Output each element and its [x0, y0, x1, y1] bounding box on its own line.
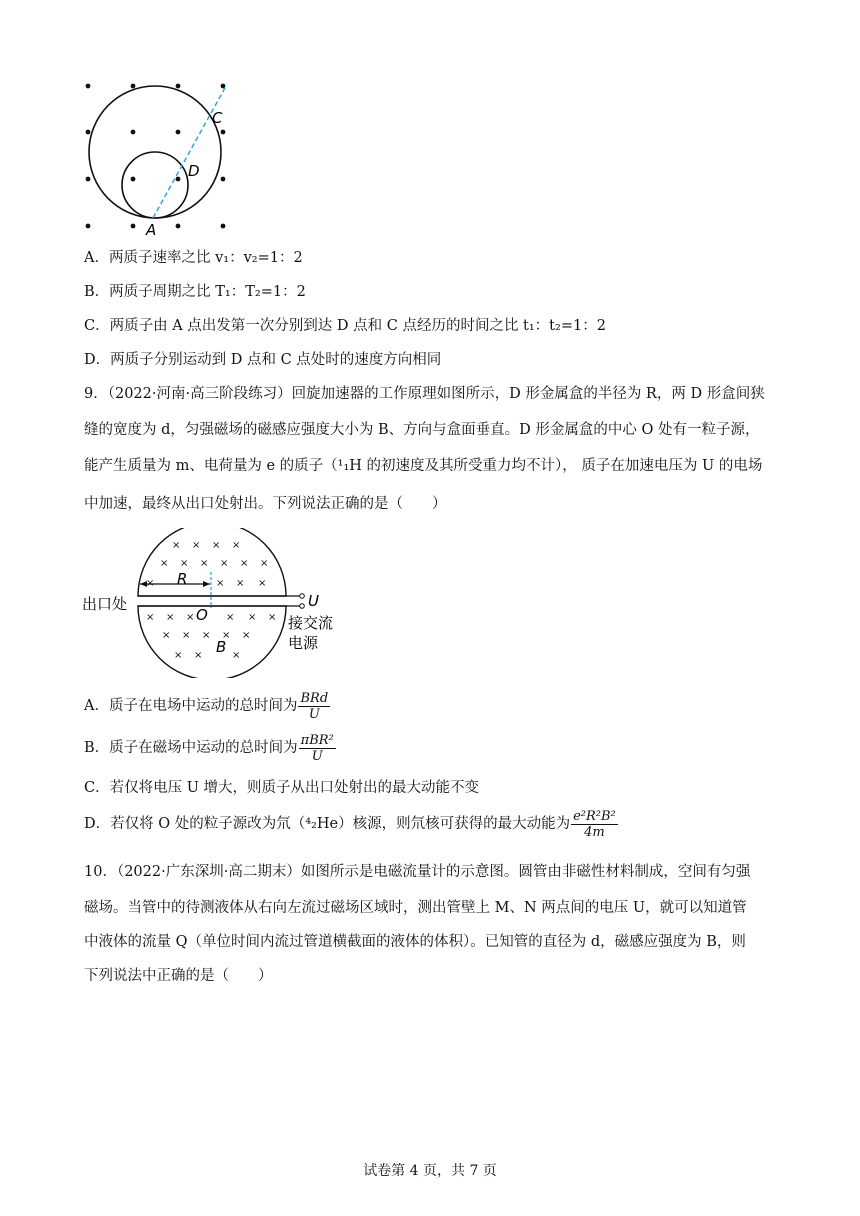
fraction-numerator: e²R²B² — [573, 808, 616, 824]
svg-text:×: × — [226, 612, 235, 623]
svg-text:×: × — [200, 558, 209, 569]
label-C: C — [212, 109, 223, 127]
exit-label: 出口处 — [82, 595, 128, 613]
ac-label-line1: 接交流 — [288, 614, 334, 632]
q9-option-c: C．若仅将电压 U 增大，则质子从出口处射出的最大动能不变 — [84, 780, 480, 796]
q9-stem-line2: 缝的宽度为 d，匀强磁场的磁感应强度大小为 B、方向与盒面垂直。D 形金属盒的中心 O 处有一粒子源， — [84, 422, 760, 438]
svg-text:×: × — [172, 540, 181, 551]
svg-text:×: × — [180, 558, 189, 569]
svg-text:×: × — [236, 578, 245, 589]
svg-text:×: × — [232, 540, 241, 551]
svg-text:×: × — [182, 630, 191, 641]
q9-option-a-fraction — [298, 691, 330, 722]
svg-text:×: × — [192, 540, 201, 551]
q10-stem-line4: 下列说法中正确的是（ ） — [84, 968, 273, 984]
svg-text:×: × — [258, 578, 267, 589]
q9-option-a — [84, 688, 331, 724]
svg-text:×: × — [174, 650, 183, 661]
svg-text:×: × — [220, 558, 229, 569]
q9-option-b-fraction — [299, 733, 336, 764]
q9-option-a-text: A．质子在电场中运动的总时间为 — [84, 698, 298, 714]
ac-label-line2: 电源 — [288, 634, 319, 652]
q9-stem-line3: 能产生质量为 m、电荷量为 e 的质子（¹₁H 的初速度及其所受重力均不计）， 质子在加速电压为 U 的电场 — [84, 458, 763, 474]
fraction-denominator: U — [311, 748, 323, 764]
fraction-denominator: U — [308, 706, 320, 722]
figure-circles — [80, 78, 240, 238]
dashed-chord — [153, 86, 226, 218]
svg-text:×: × — [232, 650, 241, 661]
radius-arrowhead-right — [203, 581, 210, 587]
label-B: B — [216, 638, 227, 656]
label-O: O — [196, 606, 208, 624]
svg-text:×: × — [160, 558, 169, 569]
field-dots — [86, 84, 226, 229]
q9-option-d-fraction — [571, 809, 618, 840]
fraction-denominator: 4m — [584, 824, 605, 840]
field-crosses — [146, 540, 276, 661]
small-circle — [122, 152, 188, 218]
figure-cyclotron — [82, 528, 352, 678]
svg-text:×: × — [146, 578, 155, 589]
q9-option-b-text: B．质子在磁场中运动的总时间为 — [84, 740, 298, 756]
fraction-numerator: πBR² — [300, 732, 334, 748]
q9-stem-line1: 9．（2022·河南·高三阶段练习）回旋加速器的工作原理如图所示，D 形金属盒的半径为 R，两 D 形盒间狭 — [84, 386, 765, 402]
svg-text:×: × — [242, 630, 251, 641]
svg-text:×: × — [194, 650, 203, 661]
label-A: A — [146, 221, 157, 238]
q8-option-a: A．两质子速率之比 v₁：v₂=1：2 — [84, 250, 303, 266]
page-footer: 试卷第 4 页，共 7 页 — [363, 1163, 497, 1179]
q10-stem-line3: 中液体的流量 Q（单位时间内流过管道横截面的液体的体积）。已知管的直径为 d，磁感应强度为 B，则 — [84, 934, 746, 950]
svg-text:×: × — [212, 540, 221, 551]
q10-stem-line2: 磁场。当管中的待测液体从右向左流过磁场区域时，测出管壁上 M、N 两点间的电压 U，就可以知道管 — [84, 900, 747, 916]
svg-text:×: × — [260, 558, 269, 569]
q8-option-b: B．两质子周期之比 T₁：T₂=1：2 — [84, 284, 306, 300]
svg-text:×: × — [166, 612, 175, 623]
q10-stem-line1: 10．（2022·广东深圳·高二期末）如图所示是电磁流量计的示意图。圆管由非磁性材料制成，空间有匀强 — [84, 864, 751, 880]
svg-text:×: × — [202, 630, 211, 641]
label-D: D — [188, 162, 200, 180]
svg-text:×: × — [222, 630, 231, 641]
q9-option-d-text: D．若仅将 O 处的粒子源改为氘（⁴₂He）核源，则氘核可获得的最大动能为 — [84, 816, 571, 832]
terminal-lower — [300, 604, 305, 609]
svg-text:×: × — [186, 612, 195, 623]
lower-d-box — [138, 606, 286, 678]
label-U: U — [308, 592, 319, 610]
q9-stem-line4: 中加速，最终从出口处射出。下列说法正确的是（ ） — [84, 496, 447, 512]
q9-option-d — [84, 806, 619, 842]
svg-text:×: × — [162, 630, 171, 641]
q9-option-b — [84, 730, 337, 766]
svg-text:×: × — [248, 612, 257, 623]
svg-text:×: × — [146, 612, 155, 623]
svg-text:×: × — [268, 612, 277, 623]
label-R: R — [177, 570, 188, 588]
terminal-upper — [300, 594, 305, 599]
svg-text:×: × — [216, 578, 225, 589]
q8-option-d: D．两质子分别运动到 D 点和 C 点处时的速度方向相同 — [84, 352, 442, 368]
svg-text:×: × — [240, 558, 249, 569]
fraction-numerator: BRd — [300, 690, 329, 706]
q8-option-c: C．两质子由 A 点出发第一次分别到达 D 点和 C 点经历的时间之比 t₁：t₂=1：2 — [84, 318, 606, 334]
